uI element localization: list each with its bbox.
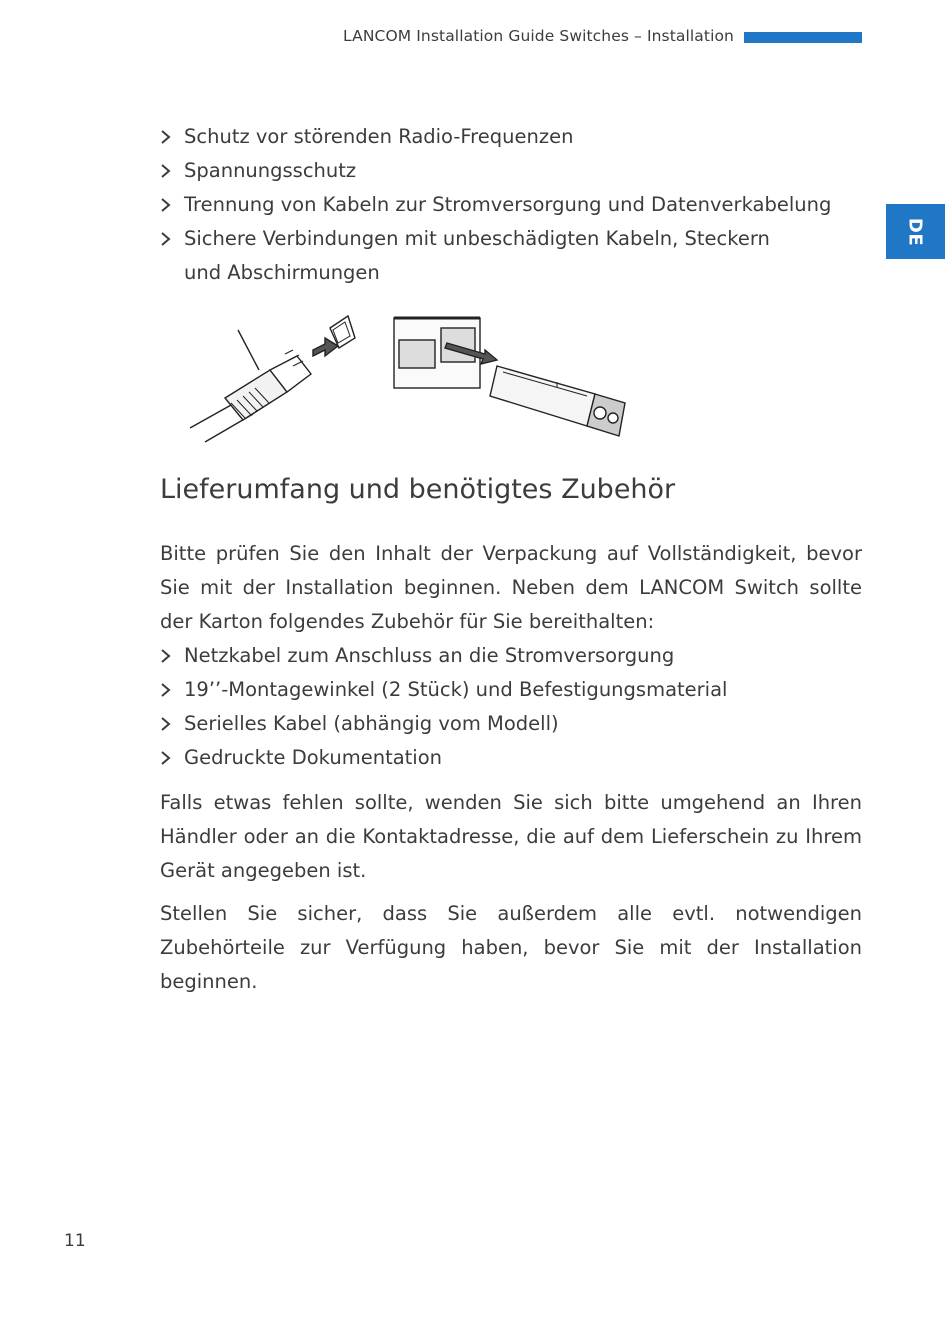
list-item xyxy=(160,188,840,222)
chevron-right-icon xyxy=(160,751,171,765)
list-item xyxy=(160,120,840,154)
additional-accessories-paragraph: Stellen Sie sicher, dass Sie außerdem alle evtl. notwendigen Zubehörteile zur Verfügung haben, bevor Sie mit der Installation beginnen. xyxy=(160,902,862,993)
list-item-text: Serielles Kabel (abhängig vom Modell) xyxy=(184,712,559,735)
rj45-plug-illustration xyxy=(190,316,355,442)
page-number: 11 xyxy=(64,1231,86,1251)
list-item-text: Schutz vor störenden Radio-Frequenzen xyxy=(184,125,574,148)
list-item xyxy=(160,707,860,741)
list-item xyxy=(160,222,794,290)
list-item xyxy=(160,673,860,707)
running-header-title: LANCOM Installation Guide Switches – Installation xyxy=(343,27,734,45)
chevron-right-icon xyxy=(160,683,171,697)
chevron-right-icon xyxy=(160,717,171,731)
list-item-text: Trennung von Kabeln zur Stromversorgung und Datenverkabelung xyxy=(184,193,832,216)
list-item xyxy=(160,154,840,188)
chevron-right-icon xyxy=(160,198,171,212)
chevron-right-icon xyxy=(160,649,171,663)
language-tab xyxy=(886,204,945,259)
chevron-right-icon xyxy=(160,164,171,178)
list-item-text: Sichere Verbindungen mit unbeschädigten Kabeln, Steckern und Abschirmungen xyxy=(184,227,770,284)
list-item-text: Gedruckte Dokumentation xyxy=(184,746,443,769)
header-accent-bar xyxy=(744,32,862,43)
section-heading: Lieferumfang und benötigtes Zubehör xyxy=(160,474,676,505)
accessories-list xyxy=(160,639,860,775)
chevron-right-icon xyxy=(160,232,171,246)
intro-paragraph: Bitte prüfen Sie den Inhalt der Verpackung auf Vollständigkeit, bevor Sie mit der Installation beginnen. Neben dem LANCOM Switch sollte der Karton folgendes Zubehör für Sie bereithalten: xyxy=(160,542,862,633)
list-item xyxy=(160,639,860,673)
language-tab-label: DE xyxy=(904,217,926,247)
list-item-text: Spannungsschutz xyxy=(184,159,357,182)
chevron-right-icon xyxy=(160,130,171,144)
sfp-module-illustration xyxy=(394,318,625,436)
requirements-list xyxy=(160,120,840,290)
list-item-text: Netzkabel zum Anschluss an die Stromversorgung xyxy=(184,644,675,667)
list-item xyxy=(160,741,860,775)
list-item-text: 19’’-Montagewinkel (2 Stück) und Befestigungsmaterial xyxy=(184,678,728,701)
missing-items-paragraph: Falls etwas fehlen sollte, wenden Sie sich bitte umgehend an Ihren Händler oder an die Kontaktadresse, die auf dem Lieferschein zu Ihrem Gerät angegeben ist. xyxy=(160,791,862,882)
connection-illustration xyxy=(185,308,645,448)
